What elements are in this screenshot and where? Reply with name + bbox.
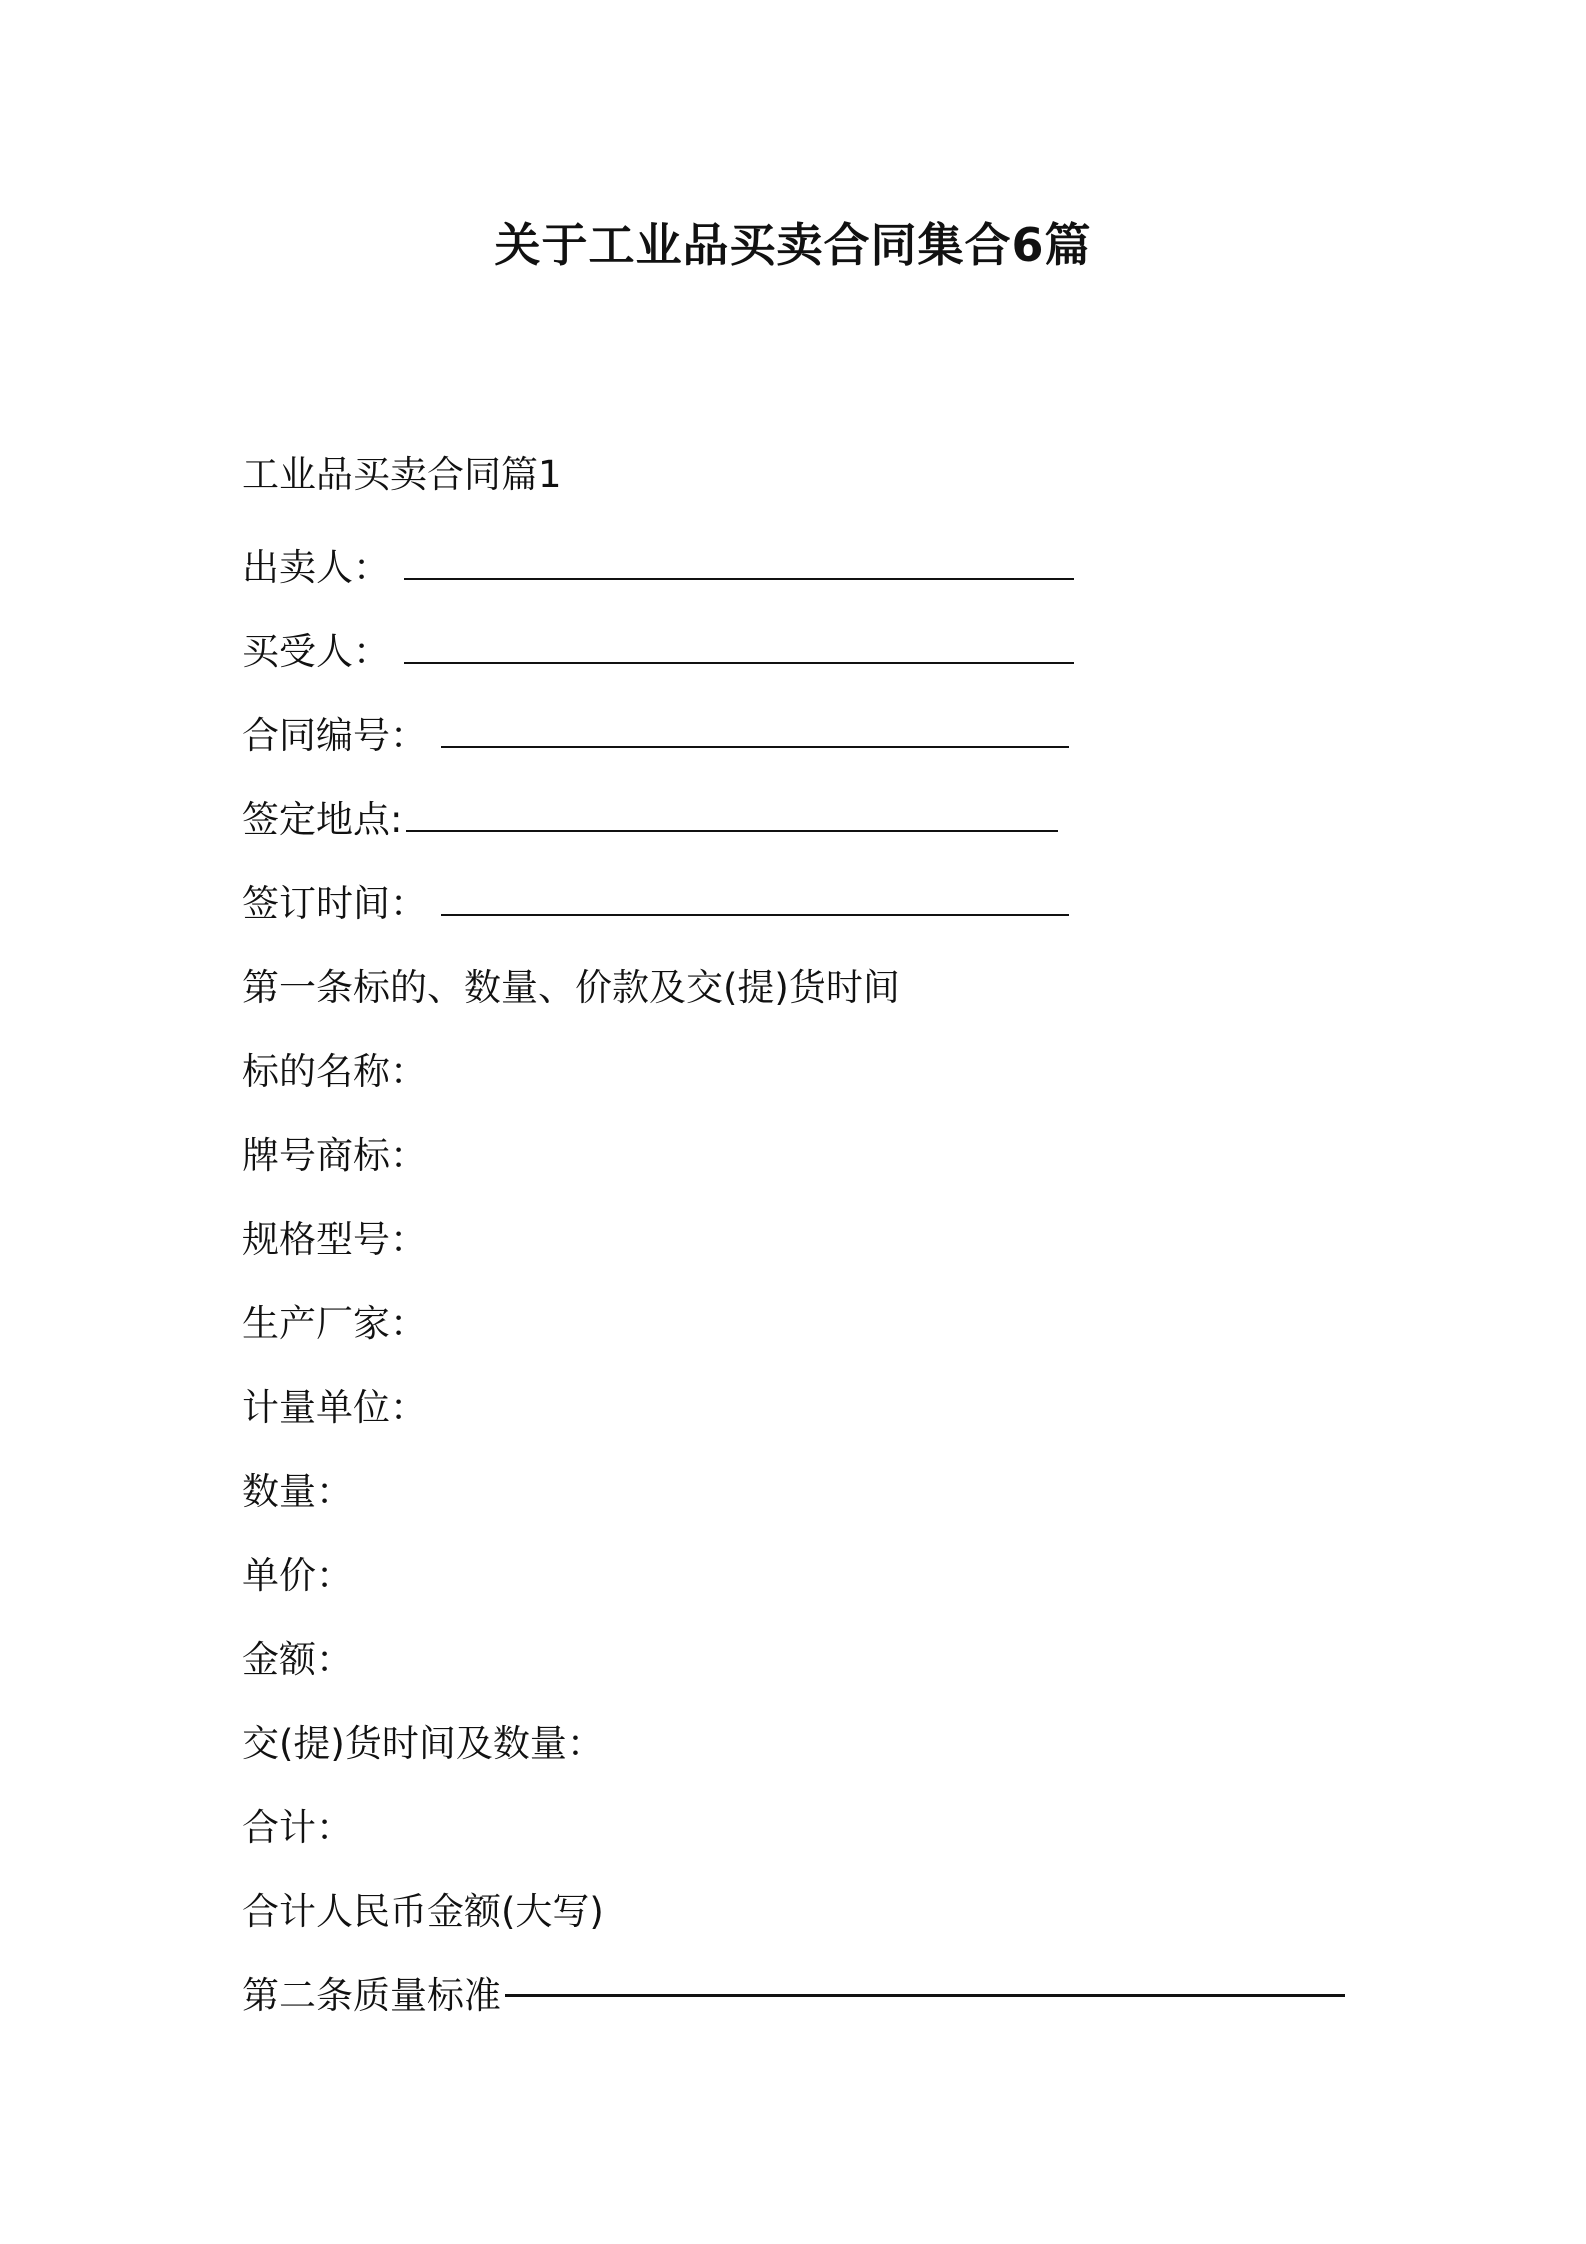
- field-label: 标的名称：: [242, 1050, 427, 1093]
- clause-1-heading: [242, 952, 1442, 1036]
- field-label: 数量：: [242, 1470, 353, 1513]
- field-label: 交(提)货时间及数量：: [242, 1722, 604, 1765]
- dash-rule: [505, 1994, 1345, 1997]
- field-seller: [242, 532, 1442, 616]
- clause-2-heading: [242, 1960, 1442, 2044]
- fill-in-blank: [441, 874, 1069, 916]
- field-delivery-time-quantity: [242, 1708, 1442, 1792]
- field-label: 签定地点:: [242, 798, 403, 841]
- field-unit-price: [242, 1540, 1442, 1624]
- fill-in-blank: [406, 790, 1058, 832]
- fill-in-blank: [441, 706, 1069, 748]
- field-label: 计量单位：: [242, 1386, 427, 1429]
- field-subject-name: [242, 1036, 1442, 1120]
- field-unit: [242, 1372, 1442, 1456]
- field-buyer: [242, 616, 1442, 700]
- field-label: 合计：: [242, 1806, 353, 1849]
- field-label: 金额：: [242, 1638, 353, 1681]
- field-signing-time: [242, 868, 1442, 952]
- field-label: 生产厂家：: [242, 1302, 427, 1345]
- field-label: 规格型号：: [242, 1218, 427, 1261]
- field-label: 牌号商标：: [242, 1134, 427, 1177]
- field-total-rmb-uppercase: [242, 1876, 1442, 1960]
- field-manufacturer: [242, 1288, 1442, 1372]
- field-brand-trademark: [242, 1120, 1442, 1204]
- fill-in-blank: [404, 538, 1074, 580]
- field-label: 合同编号：: [242, 714, 427, 757]
- document-title: 关于工业品买卖合同集合6篇: [494, 218, 1092, 272]
- field-label: 买受人：: [242, 630, 390, 673]
- field-label: 签订时间：: [242, 882, 427, 925]
- field-signing-place: [242, 784, 1442, 868]
- clause-heading: 第二条质量标准: [242, 1974, 501, 2017]
- fill-in-blank: [404, 622, 1074, 664]
- clause-heading: 第一条标的、数量、价款及交(提)货时间: [242, 966, 900, 1009]
- field-label: 合计人民币金额(大写): [242, 1890, 604, 1933]
- field-spec-model: [242, 1204, 1442, 1288]
- field-total: [242, 1792, 1442, 1876]
- field-quantity: [242, 1456, 1442, 1540]
- field-amount: [242, 1624, 1442, 1708]
- field-label: 单价：: [242, 1554, 353, 1597]
- contract-field-list: [242, 532, 1442, 2044]
- section-heading: 工业品买卖合同篇1: [242, 453, 562, 496]
- field-label: 出卖人：: [242, 546, 390, 589]
- field-contract-number: [242, 700, 1442, 784]
